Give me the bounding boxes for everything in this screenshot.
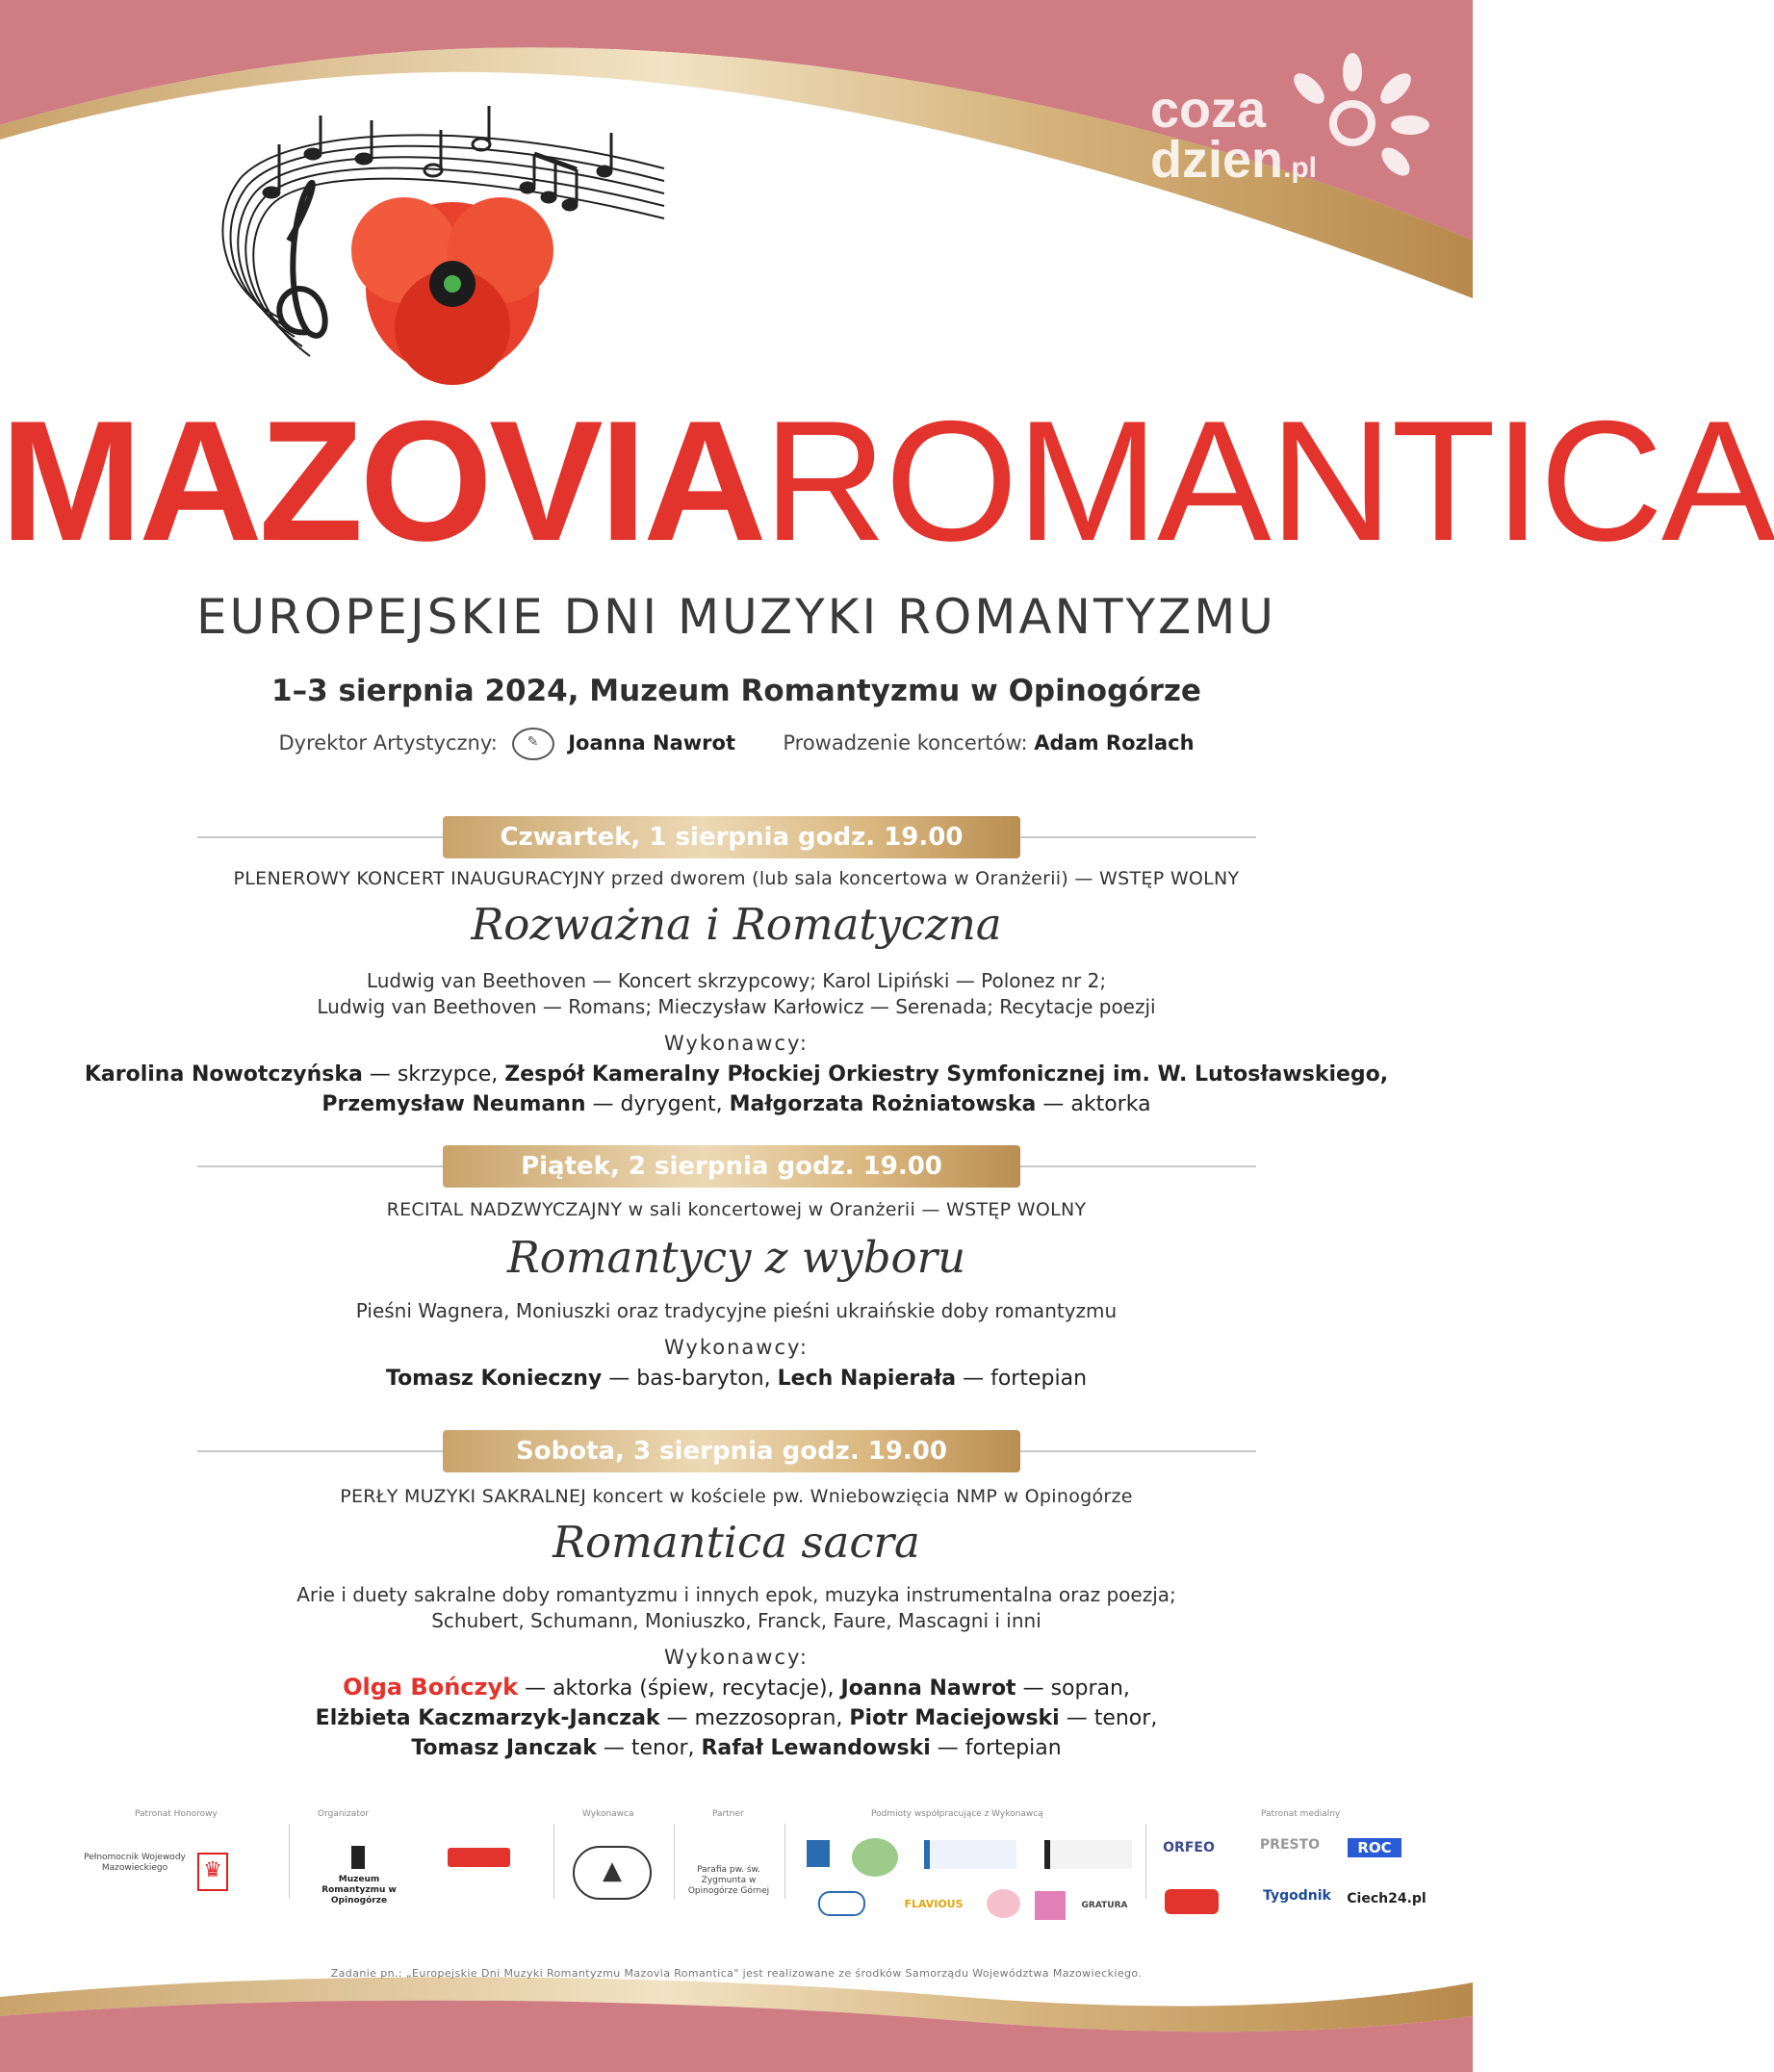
program-line: Arie i duety sakralne doby romantyzmu i innych epok, muzyka instrumentalna oraz poezja; xyxy=(296,1583,1176,1606)
logo-line-2 xyxy=(1150,131,1372,193)
performers-line xyxy=(0,1673,1473,1703)
concert-2-program xyxy=(0,1298,1473,1324)
concert-3-performers-label: Wykonawcy: xyxy=(664,1646,809,1669)
festival-dates: 1–3 sierpnia 2024, Muzeum Romantyzmu w Opinogórze xyxy=(271,674,1201,708)
performer-name: Lech Napierała xyxy=(777,1367,957,1391)
performers-line xyxy=(0,1703,1473,1733)
concert-1-kind: PLENEROWY KONCERT INAUGURACYJNY przed dworem (lub sala koncertowa w Oranżerii) — WSTĘP WOLNY xyxy=(233,868,1240,889)
performer-role: — bas-baryton, xyxy=(602,1367,778,1391)
program-line: Ludwig van Beethoven — Koncert skrzypcowy; Karol Lipiński — Polonez nr 2; xyxy=(366,969,1107,992)
organizer-logo-icon xyxy=(448,1848,510,1867)
coop-logo-icon xyxy=(807,1840,830,1867)
media-logo-orfeo: ORFEO xyxy=(1163,1840,1215,1855)
program-line: Ludwig van Beethoven — Romans; Mieczysław Karłowicz — Serenada; Recytacje poezji xyxy=(317,995,1156,1018)
performers-line xyxy=(0,1089,1473,1119)
performer-role: — sopran, xyxy=(1016,1676,1130,1701)
festival-subtitle: EUROPEJSKIE DNI MUZYKI ROMANTYZMU xyxy=(195,589,1277,645)
performer-name: Zespół Kameralny Płockiej Orkiestry Symfonicznej im. W. Lutosławskiego, xyxy=(504,1062,1389,1087)
concert-1-day-band: Czwartek, 1 sierpnia godz. 19.00 xyxy=(443,816,1020,858)
sponsor-separator xyxy=(784,1824,785,1899)
media-logo-red-icon xyxy=(1165,1889,1219,1914)
sponsor-separator xyxy=(553,1824,554,1899)
coop-logo-icon xyxy=(818,1891,865,1916)
director-signature-icon: ✎ xyxy=(512,728,554,760)
performer-role: — fortepian xyxy=(956,1367,1088,1391)
logo-word: dzien xyxy=(1150,131,1284,189)
poppy-flower-illustration xyxy=(351,197,553,385)
concert-2-kind: RECITAL NADZWYCZAJNY w sali koncertowej w Oranżerii — WSTĘP WOLNY xyxy=(386,1199,1087,1220)
sponsor-label-media: Patronat medialny xyxy=(1261,1809,1341,1819)
performer-name: Rafał Lewandowski xyxy=(701,1736,931,1760)
performer-role: — tenor, xyxy=(1059,1706,1158,1730)
director-label: Dyrektor Artystyczny: xyxy=(278,731,498,755)
title-bold-part: MAZOVIA xyxy=(0,385,763,576)
eagle-emblem-icon: ♛ xyxy=(197,1853,228,1891)
concert-3-program xyxy=(0,1582,1473,1634)
concert-3-day-band: Sobota, 3 sierpnia godz. 19.00 xyxy=(443,1430,1020,1472)
concert-3-title: Romantica sacra xyxy=(553,1517,920,1568)
media-logo-presto: PRESTO xyxy=(1259,1837,1321,1853)
sponsor-label-honorary: Patronat Honorowy xyxy=(135,1809,218,1819)
cozadzien-logo[interactable] xyxy=(1150,81,1372,193)
performer-name: Elżbieta Kaczmarzyk-Janczak xyxy=(315,1706,660,1730)
concert-2-performers-label: Wykonawcy: xyxy=(664,1336,809,1359)
performers-line xyxy=(0,1060,1473,1089)
performer-name: Piotr Maciejowski xyxy=(849,1706,1060,1730)
funding-note: Zadanie pn.: „Europejskie Dni Muzyki Romantyzmu Mazovia Romantica" jest realizowane ze środków Samorządu Województwa Mazowieckiego. xyxy=(330,1967,1143,1980)
program-line: Schubert, Schumann, Moniuszko, Franck, Faure, Mascagni i inni xyxy=(431,1609,1041,1632)
sponsor-label-contractor: Wykonawca xyxy=(582,1809,634,1819)
coop-logo-icon xyxy=(1044,1840,1132,1869)
program-line: Pieśni Wagnera, Moniuszki oraz tradycyjne pieśni ukraińskie doby romantyzmu xyxy=(355,1299,1118,1322)
performer-name: Karolina Nowotczyńska xyxy=(84,1062,363,1087)
concert-2-title: Romantycy z wyboru xyxy=(506,1232,966,1283)
coop-logo-text: GRATURA xyxy=(1081,1901,1128,1910)
performer-role: — aktorka xyxy=(1036,1092,1151,1116)
museum-tower-icon xyxy=(351,1846,365,1869)
sponsor-label-partner: Partner xyxy=(712,1809,744,1819)
host-label: Prowadzenie koncertów: xyxy=(783,731,1028,755)
performer-role: — skrzypce, xyxy=(362,1062,505,1087)
concert-1-performers xyxy=(0,1060,1473,1119)
coop-logo-icon xyxy=(987,1889,1020,1918)
media-logo-tygodnik: Tygodnik xyxy=(1263,1888,1331,1904)
logo-suffix: .pl xyxy=(1283,152,1318,184)
sponsor-separator xyxy=(1145,1824,1146,1899)
museum-logo-text: Muzeum Romantyzmu w Opinogórze xyxy=(321,1875,397,1906)
sponsor-label-cooperating: Podmioty współpracujące z Wykonawcą xyxy=(871,1809,1043,1819)
concert-3-kind: PERŁY MUZYKI SAKRALNEJ koncert w kościele pw. Wniebowzięcia NMP w Opinogórze xyxy=(340,1486,1133,1507)
performer-name: Tomasz Janczak xyxy=(411,1736,597,1760)
coop-logo-text: FLAVIOUS xyxy=(904,1898,964,1910)
performer-name: Joanna Nawrot xyxy=(840,1676,1016,1701)
performer-name: Tomasz Konieczny xyxy=(385,1367,603,1391)
performer-role: — aktorka (śpiew, recytacje), xyxy=(518,1676,841,1701)
concert-1-program xyxy=(0,968,1473,1020)
honorary-patron-text: Pełnomocnik Wojewody Mazowieckiego xyxy=(84,1853,186,1873)
festival-title xyxy=(0,385,1774,576)
media-logo-ciech24: Ciech24.pl xyxy=(1347,1891,1427,1906)
coop-logo-icon xyxy=(924,1840,1016,1869)
sponsor-separator xyxy=(289,1824,290,1899)
concert-2-day-band: Piątek, 2 sierpnia godz. 19.00 xyxy=(443,1145,1020,1188)
sponsor-separator xyxy=(674,1824,675,1899)
performer-role: — mezzosopran, xyxy=(659,1706,850,1730)
performers-line xyxy=(0,1364,1473,1394)
media-logo-roc: ROC xyxy=(1348,1838,1401,1857)
sponsor-label-organizer: Organizator xyxy=(318,1809,370,1819)
director-name: Joanna Nawrot xyxy=(568,731,735,755)
concert-2-performers xyxy=(0,1364,1473,1394)
performer-role: — tenor, xyxy=(596,1736,702,1760)
contractor-mountain-icon: ▲ xyxy=(573,1846,652,1900)
performer-name: Małgorzata Rożniatowska xyxy=(729,1092,1037,1116)
concert-3-performers xyxy=(0,1673,1473,1763)
festival-direction xyxy=(0,728,1473,760)
title-thin-part: ROMANTICA xyxy=(762,385,1774,576)
performer-name-highlight: Olga Bończyk xyxy=(343,1674,519,1701)
performer-role: — dyrygent, xyxy=(585,1092,730,1116)
coop-logo-icon xyxy=(852,1838,898,1877)
partner-parish-text: Parafia pw. św. Zygmunta w Opinogórze Górnej xyxy=(687,1865,770,1896)
performers-line xyxy=(0,1733,1473,1763)
host-name: Adam Rozlach xyxy=(1034,731,1195,755)
concert-1-title: Rozważna i Romatyczna xyxy=(471,899,1002,950)
concert-1-performers-label: Wykonawcy: xyxy=(664,1032,809,1055)
coop-logo-icon xyxy=(1035,1891,1066,1920)
logo-line-1: coza xyxy=(1150,81,1267,139)
performer-role: — fortepian xyxy=(930,1736,1062,1760)
performer-name: Przemysław Neumann xyxy=(321,1092,586,1116)
